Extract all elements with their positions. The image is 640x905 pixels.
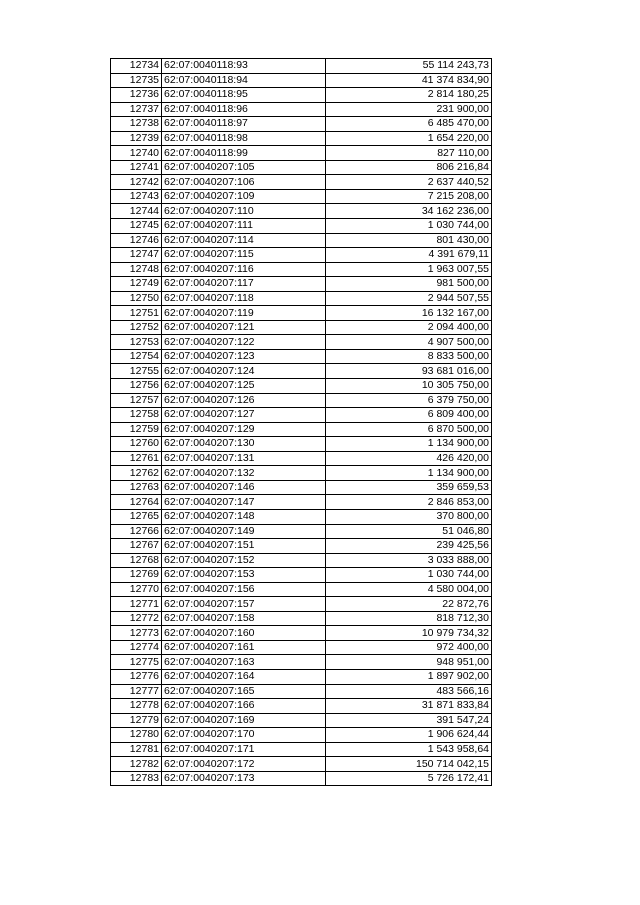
cadastral-number-cell: 62:07:0040207:129 — [162, 422, 326, 437]
cadastral-value-cell: 1 654 220,00 — [326, 131, 492, 146]
table-row — [111, 524, 492, 539]
cadastral-value-cell: 6 809 400,00 — [326, 408, 492, 423]
row-number-cell: 12777 — [111, 684, 162, 699]
row-number-cell: 12760 — [111, 437, 162, 452]
cadastral-number-cell: 62:07:0040207:171 — [162, 742, 326, 757]
table-row — [111, 364, 492, 379]
row-number-cell: 12749 — [111, 277, 162, 292]
row-number-cell: 12764 — [111, 495, 162, 510]
table-row — [111, 655, 492, 670]
cadastral-value-cell: 10 979 734,32 — [326, 626, 492, 641]
row-number-cell: 12744 — [111, 204, 162, 219]
row-number-cell: 12746 — [111, 233, 162, 248]
table-row — [111, 742, 492, 757]
cadastral-value-cell: 359 659,53 — [326, 480, 492, 495]
table-row — [111, 320, 492, 335]
row-number-cell: 12738 — [111, 117, 162, 132]
cadastral-value-cell: 370 800,00 — [326, 509, 492, 524]
cadastral-number-cell: 62:07:0040207:124 — [162, 364, 326, 379]
row-number-cell: 12748 — [111, 262, 162, 277]
table-row — [111, 771, 492, 786]
cadastral-number-cell: 62:07:0040207:158 — [162, 611, 326, 626]
cadastral-value-cell: 1 134 900,00 — [326, 437, 492, 452]
cadastral-number-cell: 62:07:0040207:125 — [162, 379, 326, 394]
row-number-cell: 12763 — [111, 480, 162, 495]
row-number-cell: 12781 — [111, 742, 162, 757]
table-row — [111, 88, 492, 103]
table-row — [111, 59, 492, 74]
row-number-cell: 12778 — [111, 699, 162, 714]
cadastral-number-cell: 62:07:0040207:115 — [162, 248, 326, 263]
row-number-cell: 12773 — [111, 626, 162, 641]
cadastral-number-cell: 62:07:0040207:116 — [162, 262, 326, 277]
cadastral-value-cell: 1 030 744,00 — [326, 219, 492, 234]
cadastral-value-cell: 981 500,00 — [326, 277, 492, 292]
cadastral-value-cell: 426 420,00 — [326, 451, 492, 466]
table-row — [111, 466, 492, 481]
table-row — [111, 757, 492, 772]
table-row — [111, 422, 492, 437]
row-number-cell: 12774 — [111, 640, 162, 655]
cadastral-number-cell: 62:07:0040207:130 — [162, 437, 326, 452]
table-row — [111, 306, 492, 321]
cadastral-number-cell: 62:07:0040118:96 — [162, 102, 326, 117]
table-row — [111, 582, 492, 597]
cadastral-number-cell: 62:07:0040207:152 — [162, 553, 326, 568]
table-row — [111, 393, 492, 408]
row-number-cell: 12765 — [111, 509, 162, 524]
cadastral-number-cell: 62:07:0040207:123 — [162, 349, 326, 364]
row-number-cell: 12754 — [111, 349, 162, 364]
table-row — [111, 699, 492, 714]
cadastral-number-cell: 62:07:0040207:172 — [162, 757, 326, 772]
row-number-cell: 12752 — [111, 320, 162, 335]
cadastral-value-cell: 4 391 679,11 — [326, 248, 492, 263]
cadastral-value-cell: 41 374 834,90 — [326, 73, 492, 88]
cadastral-number-cell: 62:07:0040207:153 — [162, 568, 326, 583]
row-number-cell: 12762 — [111, 466, 162, 481]
cadastral-number-cell: 62:07:0040207:126 — [162, 393, 326, 408]
cadastral-value-cell: 231 900,00 — [326, 102, 492, 117]
table-row — [111, 509, 492, 524]
row-number-cell: 12739 — [111, 131, 162, 146]
cadastral-value-cell: 1 906 624,44 — [326, 728, 492, 743]
table-row — [111, 684, 492, 699]
cadastral-value-cell: 2 814 180,25 — [326, 88, 492, 103]
cadastral-number-cell: 62:07:0040207:149 — [162, 524, 326, 539]
row-number-cell: 12768 — [111, 553, 162, 568]
cadastral-number-cell: 62:07:0040207:109 — [162, 189, 326, 204]
cadastral-value-cell: 6 870 500,00 — [326, 422, 492, 437]
cadastral-number-cell: 62:07:0040207:127 — [162, 408, 326, 423]
cadastral-value-cell: 391 547,24 — [326, 713, 492, 728]
cadastral-value-cell: 972 400,00 — [326, 640, 492, 655]
cadastral-value-cell: 51 046,80 — [326, 524, 492, 539]
table-row — [111, 451, 492, 466]
table-row — [111, 669, 492, 684]
table-row — [111, 640, 492, 655]
row-number-cell: 12767 — [111, 539, 162, 554]
cadastral-number-cell: 62:07:0040207:156 — [162, 582, 326, 597]
cadastral-number-cell: 62:07:0040207:164 — [162, 669, 326, 684]
cadastral-number-cell: 62:07:0040207:169 — [162, 713, 326, 728]
cadastral-value-cell: 1 963 007,55 — [326, 262, 492, 277]
table-row — [111, 437, 492, 452]
table-row — [111, 379, 492, 394]
table-row — [111, 262, 492, 277]
row-number-cell: 12779 — [111, 713, 162, 728]
table-row — [111, 626, 492, 641]
table-row — [111, 568, 492, 583]
row-number-cell: 12758 — [111, 408, 162, 423]
cadastral-number-cell: 62:07:0040207:106 — [162, 175, 326, 190]
cadastral-number-cell: 62:07:0040207:147 — [162, 495, 326, 510]
row-number-cell: 12770 — [111, 582, 162, 597]
cadastral-value-cell: 3 033 888,00 — [326, 553, 492, 568]
table-body — [111, 59, 492, 786]
row-number-cell: 12750 — [111, 291, 162, 306]
row-number-cell: 12734 — [111, 59, 162, 74]
table-row — [111, 219, 492, 234]
cadastral-number-cell: 62:07:0040207:161 — [162, 640, 326, 655]
table-row — [111, 175, 492, 190]
cadastral-value-cell: 5 726 172,41 — [326, 771, 492, 786]
cadastral-number-cell: 62:07:0040118:95 — [162, 88, 326, 103]
cadastral-value-cell: 1 543 958,64 — [326, 742, 492, 757]
cadastral-number-cell: 62:07:0040207:148 — [162, 509, 326, 524]
table-row — [111, 233, 492, 248]
cadastral-value-cell: 2 944 507,55 — [326, 291, 492, 306]
cadastral-number-cell: 62:07:0040118:93 — [162, 59, 326, 74]
cadastral-number-cell: 62:07:0040118:98 — [162, 131, 326, 146]
table-row — [111, 611, 492, 626]
cadastral-value-cell: 1 134 900,00 — [326, 466, 492, 481]
table-row — [111, 495, 492, 510]
row-number-cell: 12766 — [111, 524, 162, 539]
cadastral-value-cell: 16 132 167,00 — [326, 306, 492, 321]
row-number-cell: 12780 — [111, 728, 162, 743]
cadastral-number-cell: 62:07:0040118:97 — [162, 117, 326, 132]
cadastral-value-cell: 93 681 016,00 — [326, 364, 492, 379]
row-number-cell: 12755 — [111, 364, 162, 379]
cadastral-value-cell: 1 897 902,00 — [326, 669, 492, 684]
cadastral-value-cell: 55 114 243,73 — [326, 59, 492, 74]
cadastral-value-cell: 806 216,84 — [326, 160, 492, 175]
cadastral-value-cell: 801 430,00 — [326, 233, 492, 248]
row-number-cell: 12737 — [111, 102, 162, 117]
row-number-cell: 12740 — [111, 146, 162, 161]
row-number-cell: 12761 — [111, 451, 162, 466]
row-number-cell: 12751 — [111, 306, 162, 321]
row-number-cell: 12753 — [111, 335, 162, 350]
cadastral-value-cell: 818 712,30 — [326, 611, 492, 626]
cadastral-value-cell: 827 110,00 — [326, 146, 492, 161]
cadastral-value-table — [110, 58, 492, 786]
cadastral-value-cell: 150 714 042,15 — [326, 757, 492, 772]
cadastral-number-cell: 62:07:0040207:105 — [162, 160, 326, 175]
row-number-cell: 12743 — [111, 189, 162, 204]
cadastral-number-cell: 62:07:0040118:94 — [162, 73, 326, 88]
cadastral-value-cell: 2 094 400,00 — [326, 320, 492, 335]
cadastral-value-cell: 4 580 004,00 — [326, 582, 492, 597]
table-row — [111, 335, 492, 350]
cadastral-value-cell: 22 872,76 — [326, 597, 492, 612]
cadastral-number-cell: 62:07:0040207:163 — [162, 655, 326, 670]
cadastral-value-cell: 8 833 500,00 — [326, 349, 492, 364]
cadastral-number-cell: 62:07:0040207:122 — [162, 335, 326, 350]
cadastral-number-cell: 62:07:0040207:131 — [162, 451, 326, 466]
cadastral-value-cell: 6 379 750,00 — [326, 393, 492, 408]
cadastral-number-cell: 62:07:0040207:114 — [162, 233, 326, 248]
cadastral-value-cell: 948 951,00 — [326, 655, 492, 670]
cadastral-number-cell: 62:07:0040207:110 — [162, 204, 326, 219]
row-number-cell: 12736 — [111, 88, 162, 103]
table-row — [111, 349, 492, 364]
table-row — [111, 408, 492, 423]
cadastral-number-cell: 62:07:0040207:121 — [162, 320, 326, 335]
cadastral-number-cell: 62:07:0040207:170 — [162, 728, 326, 743]
cadastral-value-cell: 7 215 208,00 — [326, 189, 492, 204]
row-number-cell: 12756 — [111, 379, 162, 394]
cadastral-number-cell: 62:07:0040207:151 — [162, 539, 326, 554]
row-number-cell: 12745 — [111, 219, 162, 234]
cadastral-number-cell: 62:07:0040207:173 — [162, 771, 326, 786]
table-row — [111, 277, 492, 292]
cadastral-number-cell: 62:07:0040207:132 — [162, 466, 326, 481]
cadastral-value-cell: 4 907 500,00 — [326, 335, 492, 350]
row-number-cell: 12775 — [111, 655, 162, 670]
cadastral-value-cell: 31 871 833,84 — [326, 699, 492, 714]
table-row — [111, 248, 492, 263]
table-row — [111, 291, 492, 306]
cadastral-number-cell: 62:07:0040207:157 — [162, 597, 326, 612]
table-row — [111, 117, 492, 132]
table-row — [111, 539, 492, 554]
row-number-cell: 12782 — [111, 757, 162, 772]
cadastral-number-cell: 62:07:0040207:160 — [162, 626, 326, 641]
cadastral-value-cell: 483 566,16 — [326, 684, 492, 699]
row-number-cell: 12735 — [111, 73, 162, 88]
row-number-cell: 12783 — [111, 771, 162, 786]
cadastral-value-cell: 10 305 750,00 — [326, 379, 492, 394]
table-row — [111, 146, 492, 161]
cadastral-number-cell: 62:07:0040207:118 — [162, 291, 326, 306]
cadastral-value-cell: 34 162 236,00 — [326, 204, 492, 219]
cadastral-number-cell: 62:07:0040207:146 — [162, 480, 326, 495]
row-number-cell: 12769 — [111, 568, 162, 583]
table-row — [111, 204, 492, 219]
table-row — [111, 553, 492, 568]
row-number-cell: 12757 — [111, 393, 162, 408]
cadastral-value-cell: 1 030 744,00 — [326, 568, 492, 583]
table-row — [111, 713, 492, 728]
table-row — [111, 728, 492, 743]
cadastral-number-cell: 62:07:0040207:111 — [162, 219, 326, 234]
table-row — [111, 597, 492, 612]
row-number-cell: 12741 — [111, 160, 162, 175]
cadastral-number-cell: 62:07:0040118:99 — [162, 146, 326, 161]
row-number-cell: 12776 — [111, 669, 162, 684]
cadastral-value-cell: 2 637 440,52 — [326, 175, 492, 190]
row-number-cell: 12771 — [111, 597, 162, 612]
cadastral-number-cell: 62:07:0040207:166 — [162, 699, 326, 714]
row-number-cell: 12747 — [111, 248, 162, 263]
cadastral-number-cell: 62:07:0040207:165 — [162, 684, 326, 699]
table-row — [111, 131, 492, 146]
cadastral-value-cell: 239 425,56 — [326, 539, 492, 554]
table-row — [111, 189, 492, 204]
table-row — [111, 73, 492, 88]
table-row — [111, 160, 492, 175]
cadastral-value-cell: 6 485 470,00 — [326, 117, 492, 132]
row-number-cell: 12759 — [111, 422, 162, 437]
row-number-cell: 12772 — [111, 611, 162, 626]
cadastral-number-cell: 62:07:0040207:117 — [162, 277, 326, 292]
row-number-cell: 12742 — [111, 175, 162, 190]
cadastral-value-cell: 2 846 853,00 — [326, 495, 492, 510]
cadastral-number-cell: 62:07:0040207:119 — [162, 306, 326, 321]
table-row — [111, 480, 492, 495]
table-row — [111, 102, 492, 117]
